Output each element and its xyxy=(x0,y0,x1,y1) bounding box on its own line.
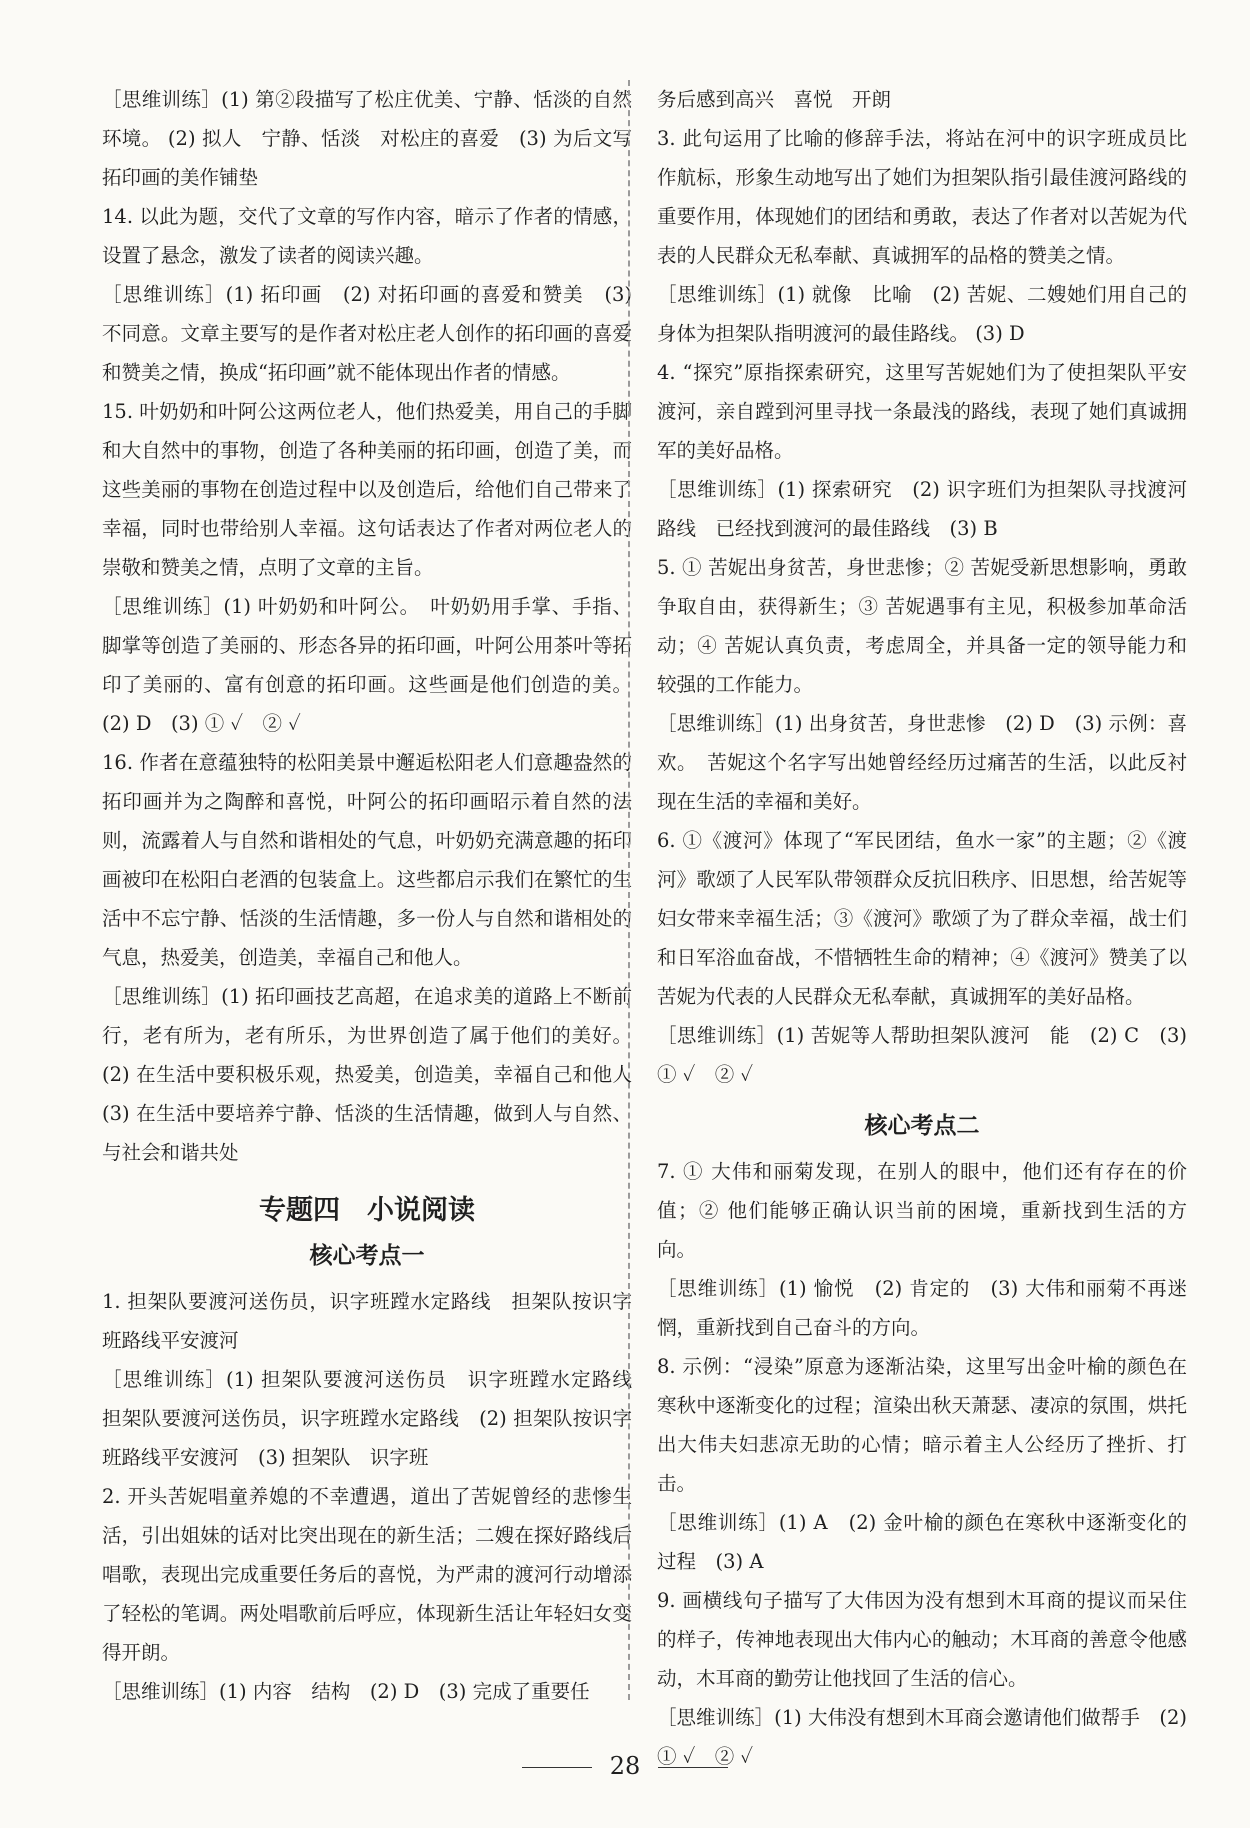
right-column xyxy=(657,80,1187,1776)
question-9: 9. 画横线句子描写了大伟因为没有想到木耳商的提议而呆住的样子，传神地表现出大伟内心的触动；木耳商的善意令他感动，木耳商的勤劳让他找回了生活的信心。 xyxy=(657,1589,1187,1690)
question-14: 14. 以此为题，交代了文章的写作内容，暗示了作者的情感，设置了悬念，激发了读者的阅读兴趣。 xyxy=(102,205,632,267)
right-paragraph-9: ［思维训练］(1) 苦妮等人帮助担架队渡河 能 (2) C (3) ① ✓ ② ✓ xyxy=(657,1024,1187,1086)
page-number xyxy=(0,1752,1250,1780)
left-paragraph-5: ［思维训练］(1) 叶奶奶和叶阿公。 叶奶奶用手掌、手指、脚掌等创造了美丽的、形态各异的拓印画，叶阿公用茶叶等拓印了美丽的、富有创意的拓印画。这些画是他们创造的美。 (2) D (3) ① ✓ ② ✓ xyxy=(102,595,632,735)
column-divider xyxy=(628,80,630,1700)
left-paragraph-1: ［思维训练］(1) 第②段描写了松庄优美、宁静、恬淡的自然环境。 (2) 拟人 宁静、恬淡 对松庄的喜爱 (3) 为后文写拓印画的美作铺垫 xyxy=(102,88,632,189)
left-paragraph-3: ［思维训练］(1) 拓印画 (2) 对拓印画的喜爱和赞美 (3) 不同意。文章主要写的是作者对松庄老人创作的拓印画的喜爱和赞美之情，换成“拓印画”就不能体现出作者的情感。 xyxy=(102,283,632,384)
right-paragraph-3: ［思维训练］(1) 就像 比喻 (2) 苦妮、二嫂她们用自己的身体为担架队指明渡河的最佳路线。 (3) D xyxy=(657,283,1187,345)
right-paragraph-11: ［思维训练］(1) 愉悦 (2) 肯定的 (3) 大伟和丽菊不再迷惘，重新找到自己奋斗的方向。 xyxy=(657,1277,1187,1339)
question-6: 6. ①《渡河》体现了“军民团结，鱼水一家”的主题；②《渡河》歌颂了人民军队带领群众反抗旧秩序、旧思想，给苦妮等妇女带来幸福生活；③《渡河》歌颂了为了群众幸福，战士们和日军浴血奋战，不惜牺牲生命的精神；④《渡河》赞美了以苦妮为代表的人民群众无私奉献，真诚拥军的美好品格。 xyxy=(657,829,1187,1008)
question-4: 4. “探究”原指探索研究，这里写苦妮她们为了使担架队平安渡河，亲自蹚到河里寻找一条最浅的路线，表现了她们真诚拥军的美好品格。 xyxy=(657,361,1187,462)
subsection-heading-1: 核心考点一 xyxy=(309,1243,425,1269)
left-paragraph-9: ［思维训练］(1) 担架队要渡河送伤员 识字班蹚水定路线 担架队要渡河送伤员，识字班蹚水定路线 (2) 担架队按识字班路线平安渡河 (3) 担架队 识字班 xyxy=(102,1368,652,1469)
page-number-text: 28 xyxy=(609,1752,641,1780)
left-column xyxy=(102,80,652,1711)
dash-right xyxy=(658,1767,728,1768)
right-paragraph-5: ［思维训练］(1) 探索研究 (2) 识字班们为担架队寻找渡河路线 已经找到渡河的最佳路线 (3) B xyxy=(657,478,1187,540)
right-paragraph-13: ［思维训练］(1) A (2) 金叶榆的颜色在寒秋中逐渐变化的过程 (3) A xyxy=(657,1511,1187,1573)
question-7: 7. ① 大伟和丽菊发现，在别人的眼中，他们还有存在的价值；② 他们能够正确认识当前的困境，重新找到生活的方向。 xyxy=(657,1160,1187,1261)
question-15: 15. 叶奶奶和叶阿公这两位老人，他们热爱美，用自己的手脚和大自然中的事物，创造了各种美丽的拓印画，创造了美，而这些美丽的事物在创造过程中以及创造后，给他们自己带来了幸福，同时也带给别人幸福。这句话表达了作者对两位老人的崇敬和赞美之情，点明了文章的主旨。 xyxy=(102,400,632,579)
question-3: 3. 此句运用了比喻的修辞手法，将站在河中的识字班成员比作航标，形象生动地写出了她们为担架队指引最佳渡河路线的重要作用，体现她们的团结和勇敢，表达了作者对以苦妮为代表的人民群众无私奉献、真诚拥军的品格的赞美之情。 xyxy=(657,127,1187,267)
left-paragraph-7: ［思维训练］(1) 拓印画技艺高超，在追求美的道路上不断前行，老有所为，老有所乐，为世界创造了属于他们的美好。 (2) 在生活中要积极乐观，热爱美，创造美，幸福自己和他人 (3) 在生活中要培养宁静、恬淡的生活情趣，做到人与自然、与社会和谐共处 xyxy=(102,985,652,1164)
left-paragraph-11: ［思维训练］(1) 内容 结构 (2) D (3) 完成了重要任 xyxy=(102,1680,590,1703)
right-paragraph-1: 务后感到高兴 喜悦 开朗 xyxy=(657,88,892,111)
dash-left xyxy=(522,1767,592,1768)
right-paragraph-7: ［思维训练］(1) 出身贫苦，身世悲惨 (2) D (3) 示例：喜欢。 苦妮这个名字写出她曾经经历过痛苦的生活，以此反衬现在生活的幸福和美好。 xyxy=(657,712,1187,813)
question-16: 16. 作者在意蕴独特的松阳美景中邂逅松阳老人们意趣盎然的拓印画并为之陶醉和喜悦，叶阿公的拓印画昭示着自然的法则，流露着人与自然和谐相处的气息，叶奶奶充满意趣的拓印画被印在松阳白老酒的包装盒上。这些都启示我们在繁忙的生活中不忘宁静、恬淡的生活情趣，多一份人与自然和谐相处的气息，热爱美，创造美，幸福自己和他人。 xyxy=(102,751,632,969)
subsection-heading-2: 核心考点二 xyxy=(864,1113,980,1139)
right-paragraph-15: ［思维训练］(1) 大伟没有想到木耳商会邀请他们做帮手 (2) ① ✓ ② ✓ xyxy=(657,1706,1187,1768)
section-heading: 专题四 小说阅读 xyxy=(259,1195,475,1226)
question-1: 1. 担架队要渡河送伤员，识字班蹚水定路线 担架队按识字班路线平安渡河 xyxy=(102,1290,632,1352)
question-2: 2. 开头苦妮唱童养媳的不幸遭遇，道出了苦妮曾经的悲惨生活，引出姐妹的话对比突出现在的新生活；二嫂在探好路线后唱歌，表现出完成重要任务后的喜悦，为严肃的渡河行动增添了轻松的笔调。两处唱歌前后呼应，体现新生活让年轻妇女变得开朗。 xyxy=(102,1485,632,1664)
question-8: 8. 示例：“浸染”原意为逐渐沾染，这里写出金叶榆的颜色在寒秋中逐渐变化的过程；渲染出秋天萧瑟、凄凉的氛围，烘托出大伟夫妇悲凉无助的心情；暗示着主人公经历了挫折、打击。 xyxy=(657,1355,1187,1495)
question-5: 5. ① 苦妮出身贫苦，身世悲惨；② 苦妮受新思想影响，勇敢争取自由，获得新生；③ 苦妮遇事有主见，积极参加革命活动；④ 苦妮认真负责，考虑周全，并具备一定的领导能力和较强的工作能力。 xyxy=(657,556,1187,696)
